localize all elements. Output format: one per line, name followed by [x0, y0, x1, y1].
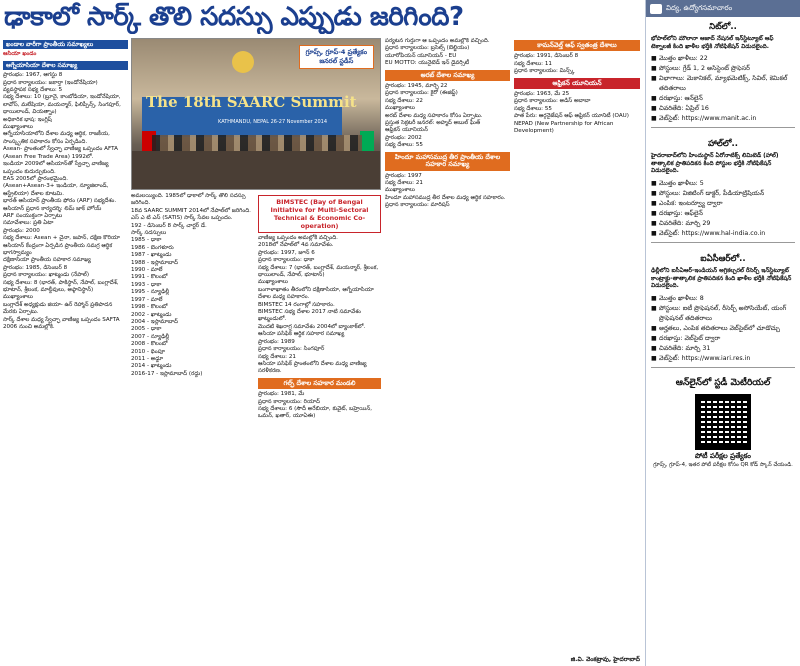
subheading: ఆసియా ఖండం: [3, 51, 37, 58]
text-line: సభ్య దేశాలు: 6 (సౌదీ అరేబియా, కువైట్, బహ్రెయిన్, ఒమన్, ఖతార్, యూఏఈ): [258, 405, 373, 420]
text-line: ప్రధాన కార్యాలయం: ఢాకా: [258, 257, 315, 264]
series-tag-line1: గ్రూప్స్, గ్రూప్-4 ప్రత్యేకం: [305, 48, 367, 56]
stage-table: [132, 151, 381, 190]
summit-banner-subtitle: KATHMANDU, NEPAL 26-27 November 2014: [218, 119, 328, 125]
text-line: NEPAD (New Partnership for African Development): [514, 120, 614, 135]
text-line: అరబ్ దేశాల మధ్య సహకారం కోసం ఏర్పాటు.: [385, 112, 483, 119]
text-line: 2010 - థింపూ: [131, 348, 165, 355]
bimstec-box: BIMSTEC (Bay of Bengal Initiative for Multi-Sectoral Technical & Economic Co-operation): [258, 195, 381, 233]
text-line: EU MOTTO: యునైటెడ్ ఇన్ డైవర్సిటీ: [385, 60, 470, 67]
text-line: ఆసియా పసిఫిక్ ఆర్థిక సహకార సమాఖ్య: [258, 331, 345, 338]
job-detail-item[interactable]: ■ వెబ్‌సైట్: https://www.hal-india.co.in: [651, 229, 795, 239]
text-line: ఆగ్నేయాసియాలోని దేశాల మధ్య ఆర్థిక, రాజకీయ, సాంస్కృతిక సహకారం కోసం ఏర్పడింది.: [3, 131, 110, 145]
summit-banner-title: The 18th SAARC Summit: [146, 93, 357, 111]
text-line: ఇండియా 2009లో ఆసియాన్‌తో స్వేచ్ఛా వాణిజ్య ఒప్పందం కుదుర్చుకుంది.: [3, 161, 109, 175]
text-line: ప్రారంభం: 1985, డిసెంబర్ 8: [3, 264, 68, 271]
text-line: 2007 - న్యూఢిల్లీ: [131, 333, 170, 340]
text-line: సభ్య దేశాలు: 22: [385, 97, 423, 104]
col1-text-list: [3, 72, 128, 331]
text-line: సభ్య దేశాలు: 21: [385, 179, 423, 186]
text-line: సభ్య దేశాలు: 7 (భారత్, బంగ్లాదేశ్, మయన్మార్, శ్రీలంక, థాయిలాండ్, నేపాల్, భూటాన్): [258, 264, 379, 279]
text-line: ముఖ్యాంశాలు: [3, 294, 33, 301]
col3-top-text: [385, 38, 510, 68]
text-line: 2016-17 - ఇస్లామాబాద్ (రద్దు): [131, 370, 203, 377]
job-detail-item: ■ అర్హతలు, ఎంపిక తదితరాలు వెబ్‌సైట్‌లో చూడొచ్చు: [651, 324, 795, 334]
text-line: ప్రధాన కార్యాలయం: రియాద్: [258, 398, 320, 405]
col2-right-text: [258, 235, 381, 376]
column-left: [3, 38, 128, 662]
text-line: 1998 - కొలంబో: [131, 304, 168, 311]
text-line: 2008 - కొలంబో: [131, 341, 168, 348]
text-line: 2011 - అడ్డూ: [131, 355, 164, 362]
text-line: ఆసియాన్ కేంద్రంగా ఏర్పడిన ప్రాంతీయ సమగ్ర ఆర్థిక భాగస్వామ్యం: [3, 242, 113, 256]
text-line: ముఖ్యాంశాలు: [258, 279, 288, 286]
text-line: ముఖ్యాంశాలు: [3, 124, 33, 131]
job-detail-item[interactable]: ■ వెబ్‌సైట్: https://www.manit.ac.in: [651, 114, 795, 124]
text-line: ప్రధాన కార్యాలయం: మారిషస్: [385, 202, 450, 209]
author-credit: జి.వి. వెంకట్రావు, హైదరాబాద్: [570, 656, 640, 663]
text-line: భారత్ ఆసియాన్ ప్రాంతీయ ఫోరం (ARF) సభ్యదేశం.: [3, 198, 117, 205]
arab-text: [385, 83, 510, 150]
gulf-band: గల్ఫ్ దేశాల సహకార మండలి: [258, 378, 381, 389]
text-line: ఎస్ ఎ టి ఎస్ (SATIS) సార్క్ సేవల ఒప్పందం.: [131, 215, 233, 222]
text-line: సార్క్ దేశాల మధ్య స్వేచ్ఛా వాణిజ్య ఒప్పందం SAFTA 2006 నుంచి అమల్లోకి.: [3, 316, 120, 331]
divider: [651, 242, 795, 243]
sidebar-footer: పోటీ పరీక్షల ప్రత్యేకం: [695, 451, 751, 460]
indian-ocean-band: హిందూ మహాసముద్ర తీర ప్రాంతీయ దేశాల సహకార సమాఖ్య: [385, 152, 510, 171]
indian-ocean-text: [385, 173, 510, 210]
text-line: 2014 - ఖాట్మండు: [131, 363, 172, 370]
text-line: BIMSTEC 14 రంగాల్లో సహకారం.: [258, 301, 335, 308]
column-middle: [131, 38, 381, 662]
text-line: అమలయ్యింది. 1985లో ఢాకాలో సార్క్ తొలి సదస్సు జరిగింది.: [131, 193, 246, 207]
african-union-text: [514, 91, 640, 135]
text-line: ప్రారంభం: 1997: [385, 172, 422, 179]
text-line: మొదటి శిఖరాగ్ర సమావేశం 2004లో బ్యాంకాక్‌లో.: [258, 323, 366, 330]
text-line: సభ్య దేశాలు: 21: [258, 353, 296, 360]
arab-band: అరబ్ దేశాల సమాఖ్య: [385, 70, 510, 81]
section-band: ఖండాల వారీగా ప్రాంతీయ సమాఖ్యలు: [3, 40, 128, 49]
jobs-sidebar: [645, 0, 800, 666]
text-line: 1985 - ఢాకా: [131, 237, 162, 244]
text-line: ప్రారంభం: 2002: [385, 134, 422, 141]
saarc-logo: [232, 51, 254, 73]
job-notification-title: హాల్‌లో..: [707, 139, 738, 150]
text-line: 2004 - ఇస్లామాబాద్: [131, 318, 178, 325]
cis-text: [514, 53, 640, 75]
qr-code[interactable]: [695, 394, 751, 450]
job-detail-item: ■ మొత్తం ఖాళీలు: 22: [651, 54, 795, 64]
text-line: ప్రారంభం: 1991, డిసెంబర్ 8: [514, 53, 579, 60]
text-line: 1995 - న్యూఢిల్లీ: [131, 289, 170, 296]
text-line: 192 - డిసెంబర్ 8 సార్క్ చార్టర్ డే.: [131, 222, 207, 229]
job-notification: [646, 17, 800, 134]
col2-left-text: [131, 193, 254, 421]
job-detail-item: ■ దరఖాస్తు: వెబ్‌సైట్ ద్వారా: [651, 334, 795, 344]
job-detail-item: ■ చివరితేది: మార్చి 29: [651, 219, 795, 229]
text-line: పర్యటన గుర్తుగా ఆ ఒప్పందం అమల్లోకి వచ్చింది.: [385, 38, 490, 44]
text-line: ARF సంయుక్తంగా ఏర్పాటు: [3, 212, 63, 219]
text-line: 2002 - ఖాట్మండు: [131, 311, 172, 318]
text-line: 1988 - ఇస్లామాబాద్: [131, 259, 178, 266]
text-line: సభ్య దేశాలు: Asean + చైనా, జపాన్, దక్షిణ కొరియా: [3, 235, 120, 242]
text-line: ప్రధాన కార్యాలయం: మిన్స్క్: [514, 68, 575, 75]
job-detail-item: ■ పోస్టులు: విజిటింగ్ డాక్టర్, పీడియాట్రిషియన్: [651, 189, 795, 199]
text-line: ప్రారంభం: 2000: [3, 227, 40, 234]
series-tag: [299, 45, 374, 69]
page-headline: ఢాకాలో సార్క్ తొలి సదస్సు ఎప్పుడు జరిగింది?: [4, 2, 464, 32]
asean-heading: ఆగ్నేయాసియా దేశాల సమాఖ్య: [3, 61, 128, 70]
sidebar-footer-sub: గ్రూప్స్, గ్రూప్-4, ఇతర పోటీ పరీక్షల కోసం QR కోడ్ స్కాన్ చేయండి.: [653, 461, 793, 468]
text-line: బంగ్లాదేశ్ అధ్యక్షుడు జియా- ఉర్ రెహ్మాన్ ప్రతిపాదన మేరకు ఏర్పాటు.: [3, 301, 113, 316]
job-detail-item: ■ దరఖాస్తు: ఆఫ్‌లైన్: [651, 209, 795, 219]
text-line: ప్రధాన కార్యాలయం: అడిస్ అబాబా: [514, 98, 591, 105]
job-detail-item: ■ విభాగాలు: మెకానికల్, మ్యాథమెటిక్స్, సివిల్, కెమికల్ తదితరాలు: [651, 74, 795, 94]
job-notification-intro: భోపాల్‌లోని మౌలానా ఆజాద్ నేషనల్ ఇన్‌స్టిట్యూట్ ఆఫ్ టెక్నాలజీ కింది ఖాళీల భర్తీకి నోటిఫికేషన్ విడుదలైంది.: [651, 36, 774, 50]
text-line: BIMSTEC సభ్య దేశాల 2017 నాటి సమావేశం ఖాట్మండులో.: [258, 309, 361, 323]
text-line: ప్రారంభం: 1967, ఆగస్టు 8: [3, 72, 63, 79]
text-line: 1990 - మాలే: [131, 267, 163, 274]
text-line: ఆఫ్రికన్ యూనియన్: [385, 127, 428, 134]
text-line: ప్రారంభం: 1945, మార్చి 22: [385, 83, 448, 90]
text-line: ప్రస్తుత సెక్రటరీ జనరల్: అహ్మద్ అబుల్ ఘీత్: [385, 120, 481, 127]
text-line: EAS 2005లో ప్రారంభమైంది.: [3, 175, 69, 182]
text-line: సభ్య దేశాలు: 11: [514, 60, 552, 67]
job-detail-item: ■ చివరితేది: మార్చి 31: [651, 344, 795, 354]
text-line: 2005 - ఢాకా: [131, 326, 162, 333]
job-notification: [646, 134, 800, 249]
text-line: సభ్య దేశాలు: 8 (భారత్, పాకిస్థాన్, నేపాల్, బంగ్లాదేశ్, భూటాన్, శ్రీలంక, మాల్దీవులు, అఫ్గానిస్థాన్): [3, 279, 119, 293]
text-line: దక్షిణాసియా ప్రాంతీయ సహకార సమాఖ్య: [3, 257, 91, 264]
job-detail-item: ■ పోస్టులు: గ్రేడ్ 1, 2 అసిస్టెంట్ ప్రొఫెసర్: [651, 64, 795, 74]
text-line: సార్క్ సదస్సులు: [131, 230, 167, 237]
job-notification: [646, 249, 800, 374]
job-notification-intro: ఢిల్లీలోని ఐసీఏఆర్-ఇండియన్ అగ్రికల్చరల్ రీసెర్చ్ ఇన్‌స్టిట్యూట్ కాంట్రాక్టు-తాత్కాలిక ప్రాతిపదికన కింది ఖాళీల భర్తీకి నోటిఫికేషన్ విడుదలైంది.: [651, 267, 792, 290]
job-notification-title: ఐఏసీఆర్‌లో..: [700, 253, 746, 264]
text-line: బంగాళాఖాతం తీరంలోని దక్షిణాసియా, ఆగ్నేయాసియా దేశాల మధ్య సహకారం.: [258, 286, 374, 301]
cis-band: కామన్‌వెల్త్ ఆఫ్ స్వతంత్ర దేశాలు: [514, 40, 640, 51]
text-line: వ్యవస్థాపక సభ్య దేశాలు: 5: [3, 87, 63, 94]
series-tag-line2: జనరల్ స్టడీస్: [319, 57, 354, 65]
text-line: 2018లో నేపాల్‌లో 4వ సమావేశం.: [258, 242, 334, 249]
text-line: ప్రారంభం: 1989: [258, 338, 295, 345]
text-line: అధికారిక భాష: ఇంగ్లిష్: [3, 116, 52, 123]
text-line: ప్రధాన కార్యాలయం: కైరో (ఈజిప్ట్): [385, 90, 458, 97]
job-detail-item: ■ చివరితేది: ఏప్రిల్ 16: [651, 104, 795, 114]
sidebar-header: [646, 0, 800, 17]
text-line: పాత పేరు: ఆర్గనైజేషన్ ఆఫ్ ఆఫ్రికన్ యూనిటీ (OAU): [514, 113, 629, 120]
job-detail-item[interactable]: ■ వెబ్‌సైట్: https://www.iari.res.in: [651, 354, 795, 364]
text-line: ప్రారంభం: 1981, మే: [258, 391, 305, 398]
text-line: ఆసియా పసిఫిక్ ప్రాంతంలోని దేశాల మధ్య వాణిజ్య సరళీకరణ.: [258, 360, 367, 375]
text-line: 1987 - ఖాట్మండు: [131, 252, 172, 259]
job-detail-item: ■ మొత్తం ఖాళీలు: 5: [651, 179, 795, 189]
text-line: వాణిజ్య ఒప్పందం అమల్లోకి వచ్చింది.: [258, 235, 338, 241]
study-material-title: ఆన్‌లైన్‌లో స్టడీ మెటీరియల్: [675, 377, 771, 388]
divider: [651, 367, 795, 368]
text-line: సభ్య దేశాలు: 55: [385, 142, 423, 149]
text-line: 1986 - బెంగళూరు: [131, 244, 174, 251]
text-line: ముఖ్యాంశాలు: [385, 187, 415, 194]
text-line: ముఖ్యాంశాలు: [385, 105, 415, 112]
job-detail-item: ■ ఎంపిక: ఇంటర్వ్యూ ద్వారా: [651, 199, 795, 209]
text-line: 18వ SAARC SUMMIT 2014లో నేపాల్‌లో జరిగింది.: [131, 207, 251, 214]
divider: [651, 127, 795, 128]
job-notification-title: నిట్‌లో..: [709, 22, 737, 32]
sidebar-header-title: విద్య, ఉద్యోగసమాచారం: [666, 3, 733, 12]
saarc-summit-photo: [131, 38, 381, 190]
text-line: ఆసియాన్ ప్రధాన కార్యదర్శి: లిమ్ జాక్ హోయ్: [3, 205, 102, 212]
text-line: ప్రారంభం: 1997, జూన్ 6: [258, 249, 315, 256]
text-line: ప్రధాన కార్యాలయం: బ్రసెల్స్ (బెల్జియం): [385, 45, 470, 52]
text-line: 1993 - ఢాకా: [131, 281, 162, 288]
job-detail-item: ■ దరఖాస్తు: ఆన్‌లైన్: [651, 94, 795, 104]
job-detail-item: ■ మొత్తం ఖాళీలు: 8: [651, 294, 795, 304]
flag-icon: [360, 131, 374, 151]
text-line: హిందూ మహాసముద్ర తీర దేశాల మధ్య ఆర్థిక సహకారం.: [385, 194, 506, 201]
text-line: 1997 - మాలే: [131, 296, 163, 303]
african-union-band: ఆఫ్రికన్ యూనియన్: [514, 78, 640, 89]
text-line: సమావేశాలు: ప్రతి ఏటా: [3, 220, 54, 227]
text-line: ప్రధాన కార్యాలయం: ఖాట్మండు (నేపాల్): [3, 272, 90, 279]
sidebar-sections: [646, 17, 800, 374]
newspaper-logo-icon: [650, 4, 662, 14]
text-line: యూరోపియన్ యూనియన్ - EU: [385, 52, 457, 59]
text-line: సభ్య దేశాలు: 55: [514, 105, 552, 112]
text-line: (Asean+Asean-3+ ఇండియా, న్యూజిలాండ్, ఆస్ట్రేలియా) దేశాల కూటమి.: [3, 183, 109, 197]
text-line: 1991 - కొలంబో: [131, 274, 168, 281]
text-line: Asean- ప్రాంతంలో స్వేచ్ఛా వాణిజ్య ఒప్పందం AFTA (Asean Free Trade Area) 1992లో.: [3, 146, 118, 160]
text-line: ప్రధాన కార్యాలయం: సింగపూర్: [258, 346, 325, 353]
column-right: [385, 38, 640, 662]
text-line: ప్రధాన కార్యాలయం: జకార్తా (ఇండోనేషియా): [3, 79, 98, 86]
gulf-text: [258, 391, 381, 421]
job-notification-intro: హైదరాబాద్‌లోని హిందుస్థాన్ ఏరోనాటిక్స్ లిమిటెడ్ (హాల్) తాత్కాలిక ప్రాతిపదికన కింది పోస్టుల భర్తీకి నోటిఫికేషన్ విడుదలైంది.: [651, 153, 779, 175]
text-line: ప్రారంభం: 1963, మే 25: [514, 91, 570, 98]
job-detail-item: ■ పోస్టులు: ఐటీ ప్రొఫెషనల్, రీసెర్చ్ అసోసియేట్, యంగ్ ప్రొఫెషనల్ తదితరాలు: [651, 304, 795, 324]
text-line: సభ్య దేశాలు: 10 (బ్రూనై, కాంబోడియా, ఇండోనేషియా, లావోస్, మలేషియా, మయన్మార్, ఫిలిప్పీన్స్, సింగపూర్, థాయిలాండ్, వియత్నాం): [3, 94, 121, 116]
